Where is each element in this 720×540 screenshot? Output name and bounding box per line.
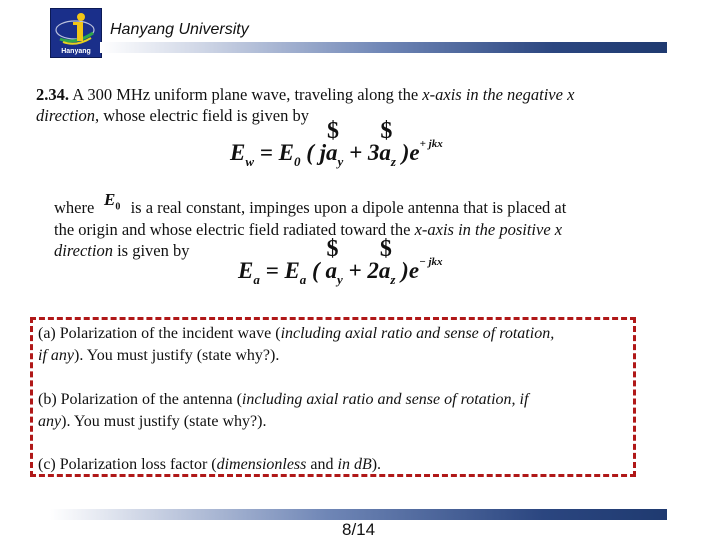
question-a-text-1: (a) Polarization of the incident wave (	[38, 325, 281, 342]
eq-w-unit-vector-z	[379, 118, 393, 165]
question-b-text-2: ). You must justify (state why?).	[61, 413, 267, 430]
question-b-text-1-italic: including axial ratio and sense of rotation, if	[241, 391, 529, 408]
eq-a-unit-vector-z	[378, 236, 392, 283]
e0-letter: E	[104, 190, 116, 209]
where-text-b: is a real constant, impinges upon a dipole antenna that is placed at	[126, 198, 567, 217]
where-text-2-italic: x-axis in the positive x	[414, 220, 563, 239]
question-a-text-2: ). You must justify (state why?).	[74, 347, 280, 364]
eq-w-a-z: a	[379, 140, 391, 165]
eq-w-coef: 3	[367, 140, 380, 165]
eq-w-j: j	[319, 140, 327, 165]
question-a-text-2-italic: if any	[38, 347, 74, 364]
problem-line-2	[36, 106, 309, 126]
question-b-text-2-italic: any	[38, 413, 62, 430]
question-a-line-1	[38, 323, 554, 345]
question-c-italic-2: in dB	[337, 456, 372, 473]
eq-w-lhs-sub: w	[245, 154, 255, 169]
eq-a-a-z: a	[378, 258, 391, 283]
eq-w-exp-base: e	[409, 140, 420, 165]
eq-a-lhs: E	[238, 258, 254, 283]
eq-a-coef: 2	[367, 258, 379, 283]
problem-text-1: A 300 MHz uniform plane wave, traveling along the	[69, 85, 423, 104]
eq-w-amplitude: E	[278, 140, 294, 165]
eq-w-close-paren: )	[395, 140, 410, 165]
unit-vector-hat-icon: $	[379, 236, 392, 262]
where-line-3	[54, 241, 190, 261]
problem-text-1-italic: x-axis in the negative x	[422, 85, 575, 104]
eq-a-close-paren: )	[395, 258, 409, 283]
eq-a-open-paren: (	[306, 258, 326, 283]
university-logo	[50, 8, 102, 58]
footer-gradient-bar	[50, 509, 667, 520]
e0-sub: 0	[115, 201, 121, 213]
where-text-3: is given by	[112, 241, 190, 260]
eq-w-exponent: + jkx	[419, 138, 443, 150]
problem-line-1	[36, 85, 574, 105]
eq-a-exponent: − jkx	[419, 256, 443, 268]
question-c-text-3: ).	[371, 456, 382, 473]
logo-wordmark: Hanyang	[61, 48, 91, 55]
eq-a-a-y: a	[325, 258, 337, 283]
eq-w-open-paren: (	[300, 140, 320, 165]
question-c-line	[38, 454, 381, 476]
equation-antenna-field	[238, 236, 443, 287]
eq-a-a-y-sub: y	[336, 272, 343, 287]
equation-incident-wave	[230, 118, 443, 169]
question-b-line-1	[38, 389, 528, 411]
unit-vector-hat-icon: $	[380, 118, 393, 144]
eq-w-plus: +	[343, 140, 368, 165]
where-line-1	[54, 198, 566, 218]
question-c-italic-1: dimensionless	[216, 456, 307, 473]
question-c-text-2: and	[306, 456, 338, 473]
question-a-line-2	[38, 345, 279, 367]
question-a-text-1-italic: including axial ratio and sense of rotation,	[280, 325, 555, 342]
where-text-a: where	[54, 198, 99, 217]
eq-w-a-y: a	[326, 140, 338, 165]
page-number: 8/14	[342, 520, 376, 539]
eq-a-plus: +	[342, 258, 368, 283]
problem-text-2: , whose electric field is given by	[94, 106, 309, 125]
eq-w-amplitude-sub: 0	[293, 154, 301, 169]
where-text-2: the origin and whose electric field radiated toward the	[54, 220, 415, 239]
problem-number: 2.34.	[36, 85, 69, 104]
inline-e0-symbol	[104, 190, 120, 212]
eq-w-unit-vector-y	[326, 118, 340, 165]
eq-a-exp-base: e	[408, 258, 420, 283]
question-b-text-1: (b) Polarization of the antenna (	[38, 391, 242, 408]
where-line-2	[54, 220, 562, 240]
eq-w-a-y-sub: y	[337, 154, 344, 169]
eq-a-a-z-sub: z	[390, 272, 396, 287]
eq-a-amplitude-sub: a	[299, 272, 307, 287]
header-title: Hanyang University	[110, 21, 249, 38]
unit-vector-hat-icon: $	[327, 118, 340, 144]
question-b-line-2	[38, 411, 266, 433]
eq-w-a-z-sub: z	[390, 154, 396, 169]
question-c-text-1: (c) Polarization loss factor (	[38, 456, 217, 473]
eq-a-lhs-sub: a	[253, 272, 260, 287]
eq-w-equals: =	[259, 140, 273, 165]
eq-a-unit-vector-y	[325, 236, 339, 283]
eq-a-amplitude: E	[284, 258, 300, 283]
unit-vector-hat-icon: $	[326, 236, 339, 262]
eq-a-equals: =	[259, 258, 285, 283]
eq-w-lhs: E	[230, 140, 246, 165]
header-gradient-bar	[100, 42, 667, 53]
where-text-3-italic: direction	[54, 241, 113, 260]
problem-text-2-italic: direction	[36, 106, 95, 125]
